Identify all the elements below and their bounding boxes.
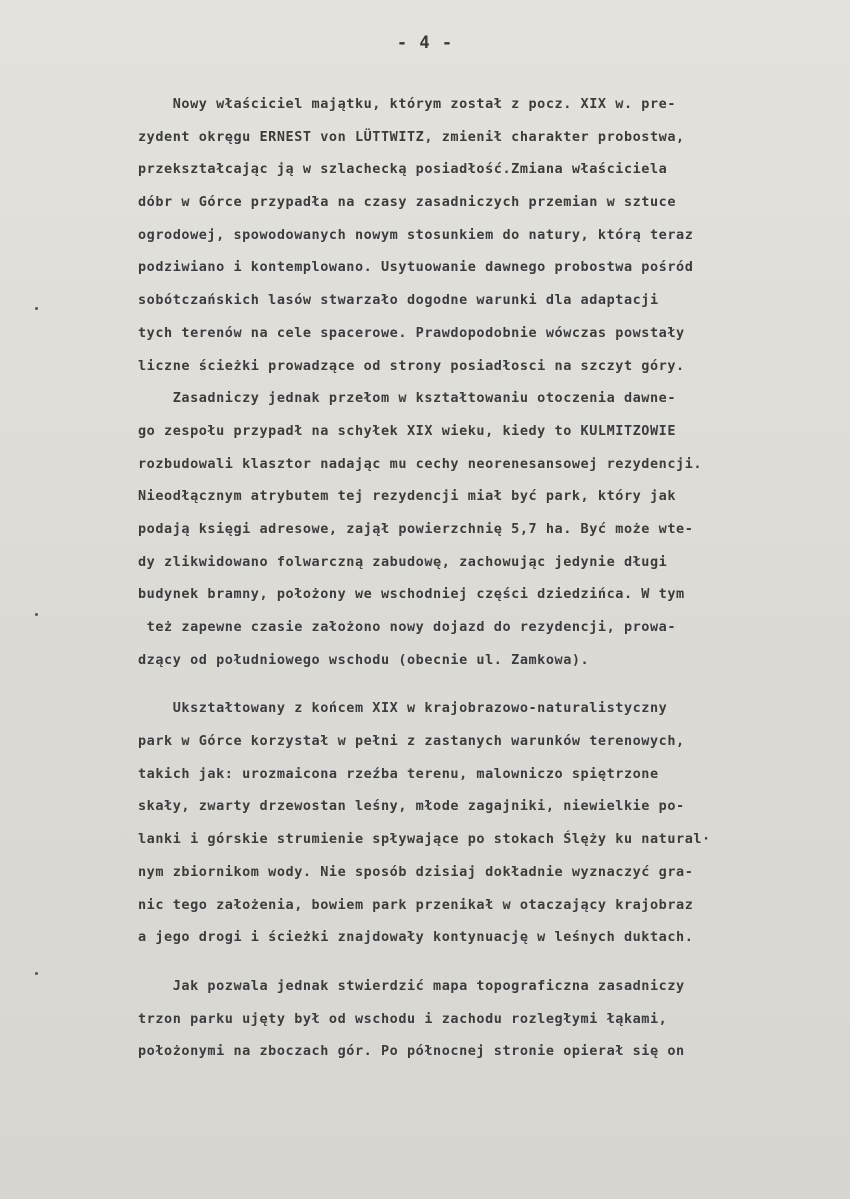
text-line: go zespołu przypadł na schyłek XIX wieku, kiedy to KULMITZOWIE — [138, 422, 677, 439]
margin-mark — [35, 972, 38, 975]
text-line: dzący od południowego wschodu (obecnie ul. Zamkowa). — [138, 651, 590, 668]
text-line: takich jak: urozmaicona rzeźba terenu, malowniczo spiętrzone — [138, 765, 659, 782]
margin-mark — [35, 613, 38, 616]
text-line: liczne ścieżki prowadzące od strony posiadłosci na szczyt góry. — [138, 357, 685, 374]
text-line: rozbudowali klasztor nadając mu cechy neorenesansowej rezydencji. — [138, 455, 703, 472]
text-line: też zapewne czasie założono nowy dojazd do rezydencji, prowa- — [138, 619, 677, 635]
page-number: - 4 - — [396, 33, 454, 53]
margin-mark — [35, 307, 38, 310]
paragraph-2 — [138, 692, 838, 954]
text-line: Jak pozwala jednak stwierdzić mapa topograficzna zasadniczy — [138, 977, 685, 994]
text-line: ogrodowej, spowodowanych nowym stosunkiem do natury, którą teraz — [138, 226, 694, 243]
text-line: podają księgi adresowe, zajął powierzchnię 5,7 ha. Być może wte- — [138, 520, 694, 537]
text-line: nym zbiornikom wody. Nie sposób dzisiaj dokładnie wyznaczyć gra- — [138, 863, 694, 880]
text-line: dy zlikwidowano folwarczną zabudowę, zachowując jedynie długi — [138, 553, 668, 570]
body-text — [138, 88, 838, 1068]
text-line: lanki i górskie strumienie spływające po stokach Ślęży ku natural· — [138, 831, 711, 848]
text-line: zydent okręgu ERNEST von LÜTTWITZ, zmienił charakter probostwa, — [138, 128, 685, 145]
paragraph-3 — [138, 970, 838, 1068]
paragraph-gap — [138, 954, 838, 970]
text-line: przekształcając ją w szlachecką posiadłość.Zmiana właściciela — [138, 161, 668, 178]
text-line: dóbr w Górce przypadła na czasy zasadniczych przemian w sztuce — [138, 194, 677, 211]
text-line: podziwiano i kontemplowano. Usytuowanie dawnego probostwa pośród — [138, 259, 694, 276]
text-line: park w Górce korzystał w pełni z zastanych warunków terenowych, — [138, 733, 685, 750]
text-line: budynek bramny, położony we wschodniej części dziedzińca. W tym — [138, 586, 685, 603]
text-line: skały, zwarty drzewostan leśny, młode zagajniki, niewielkie po- — [138, 798, 685, 815]
text-line: Nieodłącznym atrybutem tej rezydencji miał być park, który jak — [138, 488, 677, 505]
paragraph-1 — [138, 88, 838, 676]
text-line: nic tego założenia, bowiem park przenikał w otaczający krajobraz — [138, 896, 694, 913]
text-line: a jego drogi i ścieżki znajdowały kontynuację w leśnych duktach. — [138, 929, 694, 946]
text-line: położonymi na zboczach gór. Po północnej stronie opierał się on — [138, 1043, 685, 1060]
text-line: Nowy właściciel majątku, którym został z pocz. XIX w. pre- — [138, 96, 677, 112]
text-line: Ukształtowany z końcem XIX w krajobrazowo-naturalistyczny — [138, 700, 668, 717]
text-line: trzon parku ujęty był od wschodu i zachodu rozległymi łąkami, — [138, 1010, 668, 1027]
text-line: tych terenów na cele spacerowe. Prawdopodobnie wówczas powstały — [138, 324, 685, 341]
paragraph-gap — [138, 676, 838, 692]
text-line: sobótczańskich lasów stwarzało dogodne warunki dla adaptacji — [138, 292, 659, 309]
text-line: Zasadniczy jednak przełom w kształtowaniu otoczenia dawne- — [138, 390, 677, 407]
